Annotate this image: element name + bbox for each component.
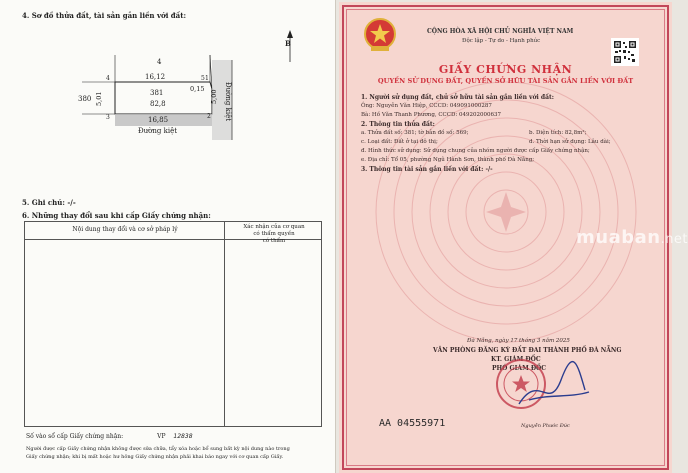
section5-title: 5. Ghi chú: -/- [22,198,76,207]
table-col2-header [227,224,321,245]
registry-label: Số vào sổ cấp Giấy chứng nhận: [26,433,124,440]
parcel-number: 381 [150,89,164,97]
parcel-area: 82,8 [150,100,166,108]
signer-title: PHÓ GIÁM ĐỐC [492,365,547,372]
serial-number: AA 04555971 [379,418,446,429]
national-title: CỘNG HÒA XÃ HỘI CHỦ NGHĨA VIỆT NAM [427,28,574,35]
address-line: e. Địa chỉ: Tổ 05, phường Ngũ Hành Sơn, thành phố Đà Nẵng; [361,157,535,163]
offset-right: 0,15 [190,85,205,93]
official-seal [489,342,599,422]
parcel-diagram [0,0,336,200]
section6-title: 6. Những thay đổi sau khi cấp Giấy chứng nhận: [22,211,211,220]
national-emblem-icon [363,16,397,54]
road-right-label: Đường kiệt [224,82,232,122]
left-edge: 5,01 [95,91,103,106]
corner-4: 4 [106,75,110,82]
neighbor-left: 380 [78,95,92,103]
certificate-title: GIẤY CHỨNG NHẬN [438,63,573,76]
section4-title: 4. Sơ đồ thửa đất, tài sản gắn liền với đất: [22,11,187,20]
issue-date: Đà Nẵng, ngày 17 tháng 3 năm 2025 [467,338,570,344]
signer-name: Nguyễn Phước Đức [521,423,570,429]
section1-title: 1. Người sử dụng đất, chủ sở hữu tài sản gắn liền với đất: [361,94,554,101]
corner-5: 5 [201,75,205,82]
registry-number [26,433,193,440]
watermark [576,227,688,248]
watermark-tld: .net [660,232,688,247]
corner-3: 3 [106,114,110,121]
owner-2: Bà: Hồ Văn Thanh Phương, CCCD: 049202000637 [361,112,501,118]
table-col2-line1: Xác nhận của cơ quan [243,224,305,230]
right-edge: 5,00 [210,89,218,104]
footer-note-1: Người được cấp Giấy chứng nhận không được sửa chữa, tẩy xóa hoặc bổ sung bất kỳ nội dung nào trong [26,446,290,452]
top-edge: 16,12 [145,73,166,81]
section2-title: 2. Thông tin thửa đất: [361,121,435,128]
certificate-page [339,2,688,473]
corner-2: 2 [207,113,211,120]
section3-title: 3. Thông tin tài sản gắn liền với đất: -/- [361,166,493,173]
qr-code [611,38,639,66]
neighbor-top: 4 [157,58,162,66]
usage-form-line: đ. Hình thức sử dụng: Sử dụng chung của nhóm người được cấp Giấy chứng nhận; [361,148,590,154]
bottom-edge: 16,85 [148,116,169,124]
table-col2-line3: có thẩm [262,238,286,244]
issuing-office: VĂN PHÒNG ĐĂNG KÝ ĐẤT ĐAI THÀNH PHỐ ĐÀ NẴNG [433,347,622,354]
table-col2-line2: có thẩm quyền [253,231,295,237]
certificate-subtitle: QUYỀN SỬ DỤNG ĐẤT, QUYỀN SỞ HỮU TÀI SẢN GẮN LIỀN VỚI ĐẤT [377,77,634,85]
registry-prefix: VP [157,433,166,440]
motto: Độc lập - Tự do - Hạnh phúc [462,38,541,44]
term-line: d. Thời hạn sử dụng: Lâu dài; [529,139,611,145]
watermark-text: muaban [576,227,661,248]
changes-table [24,221,322,427]
owner-1: Ông: Nguyễn Văn Hiệp, CCCD: 049091000287 [361,103,492,109]
signer-role: KT. GIÁM ĐỐC [491,356,541,363]
area-line: b. Diện tích: 82,8m²; [529,130,587,136]
registry-value: 12838 [173,433,193,440]
corner-1: 1 [205,75,209,82]
parcel-number-line: a. Thửa đất số: 381; tờ bản đồ số: 569; [361,130,469,136]
footer-note-2: Giấy chứng nhận; khi bị mất hoặc hư hỏng Giấy chứng nhận phải khai báo ngay với cơ quan cấp Giấy. [26,454,284,460]
table-col1-header: Nội dung thay đổi và cơ sở pháp lý [72,226,178,233]
signature [519,362,589,404]
plan-page [0,0,336,473]
land-type-line: c. Loại đất: Đất ở tại đô thị; [361,139,438,145]
north-label: B [285,39,291,48]
road-bottom-label: Đường kiệt [138,127,178,135]
